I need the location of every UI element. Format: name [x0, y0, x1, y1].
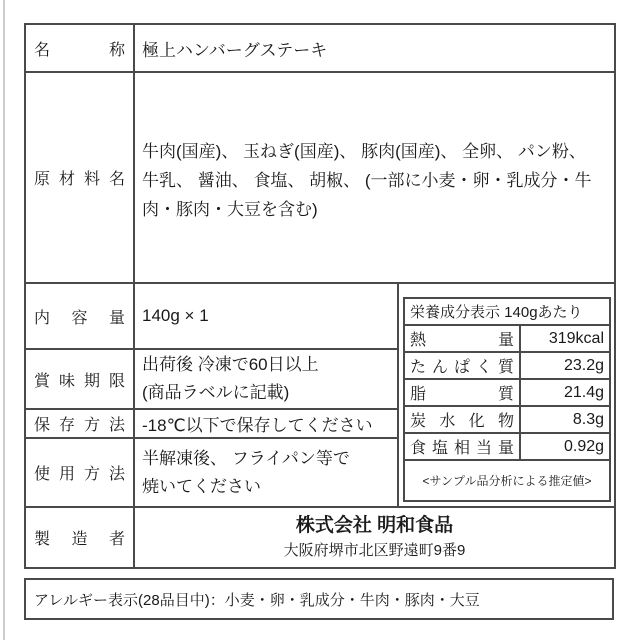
nutrition-row [404, 352, 610, 379]
nutrition-value: 23.2g [520, 352, 610, 379]
nutrition-row [404, 325, 610, 352]
nutrition-header-row [404, 298, 610, 325]
page-edge-line [3, 0, 5, 640]
nutrition-label: た ん ぱ く 質 [410, 359, 514, 376]
product-spec-table [24, 23, 616, 569]
nutrition-footnote: <サンプル品分析による推定値> [404, 460, 610, 501]
spec-row-label: 原 材 料 名 [34, 171, 125, 188]
storage-method-value: -18℃以下で保存してください [134, 409, 398, 438]
nutrition-row [404, 406, 610, 433]
nutrition-header: 栄養成分表示 140gあたり [404, 298, 610, 325]
spec-label-cell [25, 507, 134, 568]
nutrition-facts-table [403, 297, 611, 502]
spec-label-cell [25, 409, 134, 438]
nutrition-value: 319kcal [520, 325, 610, 352]
nutrition-row [404, 379, 610, 406]
spec-row-label: 使 用 方 法 [34, 466, 125, 483]
shelf-life-value [134, 349, 398, 409]
nutrition-footnote-row [404, 460, 610, 501]
spec-row-net-content [25, 283, 615, 349]
allergy-note-text: アレルギー表示(28品目中)：小麦・卵・乳成分・牛肉・豚肉・大豆 [34, 591, 480, 609]
nutrition-value: 0.92g [520, 433, 610, 460]
nutrition-label: 食 塩 相 当 量 [410, 440, 514, 457]
nutrition-row [404, 433, 610, 460]
product-name-value: 極上ハンバーグステーキ [134, 24, 615, 72]
spec-label-cell [25, 438, 134, 507]
ingredients-value: 牛肉(国産)、 玉ねぎ(国産)、 豚肉(国産)、 全卵、 パン粉、 牛乳、 醤油、 食塩、 胡椒、 (一部に小麦・卵・乳成分・牛肉・豚肉・大豆を含む) [134, 72, 615, 283]
usage-method-line2: 焼いてください [142, 476, 261, 496]
spec-label-cell [25, 349, 134, 409]
manufacturer-company-name: 株式会社 明和食品 [295, 515, 454, 536]
spec-row-label: 内 容 量 [34, 309, 125, 327]
nutrition-label: 脂 質 [410, 386, 514, 403]
spec-row-label: 名 称 [34, 41, 125, 59]
nutrition-label: 熱 量 [410, 332, 514, 349]
spec-row-label: 賞 味 期 限 [34, 372, 125, 390]
spec-row-label: 製 造 者 [34, 531, 125, 548]
spec-row-manufacturer [25, 507, 615, 568]
net-content-value: 140g × 1 [134, 283, 398, 349]
shelf-life-line2: (商品ラベルに記載) [142, 383, 290, 402]
spec-label-cell [25, 24, 134, 72]
manufacturer-address: 大阪府堺市北区野遠町9番9 [283, 542, 466, 559]
spec-row-ingredients [25, 72, 615, 283]
spec-row-label: 保 存 方 法 [34, 417, 125, 434]
usage-method-line1: 半解凍後、 フライパン等で [142, 448, 350, 468]
manufacturer-value [134, 507, 615, 568]
nutrition-cell [398, 283, 615, 507]
allergy-note [24, 578, 614, 620]
nutrition-label: 炭 水 化 物 [410, 413, 514, 430]
nutrition-value: 21.4g [520, 379, 610, 406]
spec-label-cell [25, 283, 134, 349]
spec-label-cell [25, 72, 134, 283]
spec-row-name [25, 24, 615, 72]
usage-method-value [134, 438, 398, 507]
shelf-life-line1: 出荷後 冷凍で60日以上 [142, 355, 319, 374]
nutrition-value: 8.3g [520, 406, 610, 433]
